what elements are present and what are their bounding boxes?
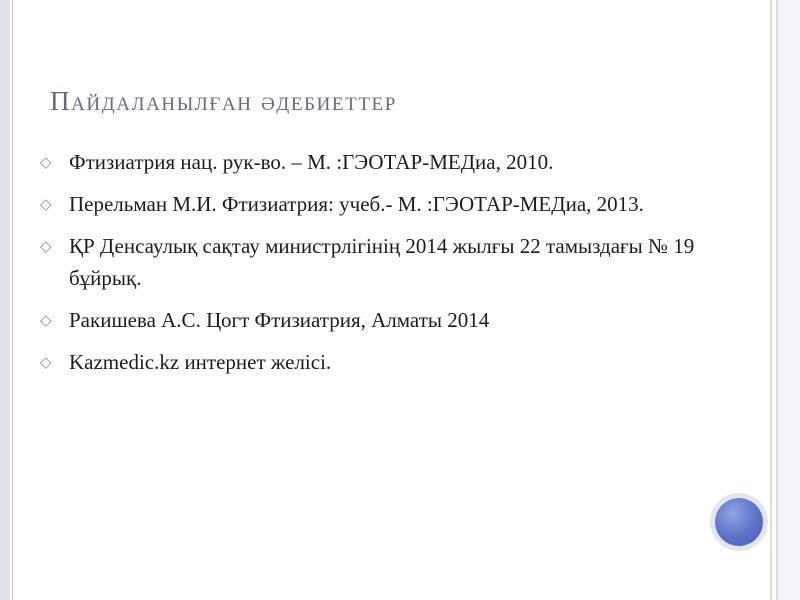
list-item [40, 146, 740, 178]
reference-text: Фтизиатрия нац. рук-во. – М. :ГЭОТАР-МЕДиа, 2010. [69, 150, 554, 174]
reference-text: Перельман М.И. Фтизиатрия: учеб.- М. :ГЭОТАР-МЕДиа, 2013. [69, 192, 644, 216]
list-item [40, 230, 740, 294]
left-decor-rule [12, 0, 13, 600]
diamond-bullet-icon: ◇ [40, 195, 52, 213]
reference-text: Ракишева А.С. Цогт Фтизиатрия, Алматы 2014 [69, 308, 490, 332]
diamond-bullet-icon: ◇ [40, 153, 52, 171]
list-item [40, 304, 740, 336]
diamond-bullet-icon: ◇ [40, 311, 52, 329]
left-decor-band [0, 0, 10, 600]
reference-text: ҚР Денсаулық сақтау министрлігінің 2014 жылғы 22 тамыздағы № 19 бұйрық. [69, 234, 695, 290]
right-decor-panel [776, 0, 800, 600]
references-list [40, 146, 740, 388]
decorative-circle-icon [715, 498, 763, 546]
list-item [40, 188, 740, 220]
slide-title: Пайдаланылған әдебиеттер [50, 86, 397, 116]
reference-text: Kazmedic.kz интернет желісі. [69, 350, 332, 374]
diamond-bullet-icon: ◇ [40, 353, 52, 371]
right-decor-rule [770, 0, 772, 600]
diamond-bullet-icon: ◇ [40, 237, 52, 255]
list-item [40, 346, 740, 378]
right-decor-rule-inner [776, 0, 778, 600]
